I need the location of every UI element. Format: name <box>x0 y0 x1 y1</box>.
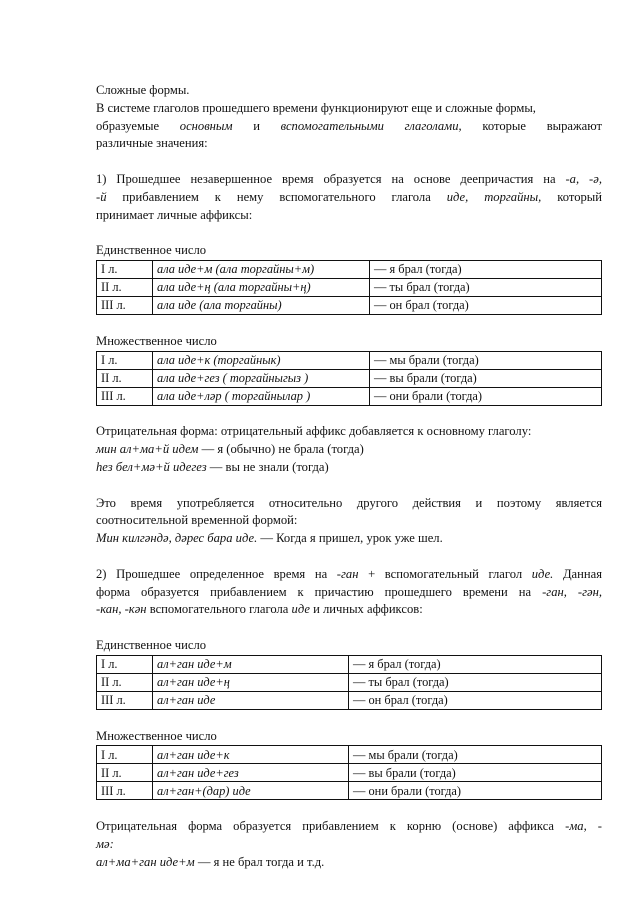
example-tatar: ал+ма+ган иде+м <box>96 854 195 869</box>
intro-text: и <box>253 118 260 133</box>
form-cell: ал+ган иде+к <box>153 746 349 764</box>
example-translation: — я не брал тогда и т.д. <box>194 854 325 869</box>
translation-cell: — он брал (тогда) <box>349 691 602 709</box>
table-row <box>97 296 602 314</box>
person-cell: II л. <box>97 673 153 691</box>
intro-line-1: В системе глаголов прошедшего времени функционируют еще и сложные формы, <box>96 100 536 115</box>
form-cell: ала иде+м (ала торгайны+м) <box>153 260 370 278</box>
section2-text: форма образуется прибавлением к причастию прошедшего времени на <box>96 584 543 599</box>
section2-verb: иде <box>291 602 310 617</box>
person-cell: III л. <box>97 782 153 800</box>
section2-line-2 <box>96 584 602 602</box>
section1-verb: иде, торгайны, <box>446 189 542 204</box>
usage-line-1: Это время употребляется относительно другого действия и поэтому является <box>96 495 602 510</box>
translation-cell: — ты брал (тогда) <box>349 673 602 691</box>
table-row <box>97 691 602 709</box>
section1-text: который <box>541 189 602 204</box>
form-cell: ала иде+гез ( торгайныгыз ) <box>153 369 370 387</box>
form-cell: ала иде (ала торгайны) <box>153 296 370 314</box>
table-row <box>97 746 602 764</box>
person-cell: I л. <box>97 260 153 278</box>
intro-text: образуемые <box>96 118 160 133</box>
person-cell: III л. <box>97 691 153 709</box>
form-cell: ала иде+ләр ( торгайнылар ) <box>153 387 370 405</box>
table3-caption: Единственное число <box>96 637 207 652</box>
table1-caption: Единственное число <box>96 243 207 258</box>
translation-cell: — мы брали (тогда) <box>370 351 602 369</box>
person-cell: III л. <box>97 296 153 314</box>
negative2-affix: мә: <box>96 836 114 851</box>
translation-cell: — они брали (тогда) <box>370 387 602 405</box>
negative1-example-1 <box>96 441 602 459</box>
form-cell: ал+ган иде+гез <box>153 764 349 782</box>
section2-affix: -ган <box>336 566 359 581</box>
section1-line-1 <box>96 171 602 189</box>
section1-affix: -а, -ә, <box>565 171 602 186</box>
person-cell: I л. <box>97 351 153 369</box>
table-row <box>97 673 602 691</box>
section1-text: прибавлением к нему вспомогательного глагола <box>106 189 447 204</box>
section2-affix: -кан, -кән <box>96 602 147 617</box>
section2-text: + вспомогательный глагол <box>358 566 532 581</box>
translation-cell: — вы брали (тогда) <box>349 764 602 782</box>
translation-cell: — они брали (тогда) <box>349 782 602 800</box>
form-cell: ал+ган иде+м <box>153 655 349 673</box>
table4-caption: Множественное число <box>96 728 217 743</box>
example-tatar: һез бел+мә+й идегез <box>96 459 207 474</box>
section1-affix: -й <box>96 189 107 204</box>
form-cell: ала иде+к (торгайнык) <box>153 351 370 369</box>
table-row <box>97 764 602 782</box>
negative1-line-1: Отрицательная форма: отрицательный аффикс добавляется к основному глаголу: <box>96 424 532 439</box>
person-cell: I л. <box>97 655 153 673</box>
intro-text: которые выражают <box>482 118 603 133</box>
table3 <box>96 655 602 710</box>
table2-caption: Множественное число <box>96 333 217 348</box>
intro-line-3: различные значения: <box>96 136 208 151</box>
section2-text: и личных аффиксов: <box>309 602 423 617</box>
section1-line-3: принимает личные аффиксы: <box>96 207 253 222</box>
table-row <box>97 655 602 673</box>
section2-affix: -ган, -гән, <box>542 584 602 599</box>
person-cell: III л. <box>97 387 153 405</box>
person-cell: II л. <box>97 369 153 387</box>
document-page <box>96 82 602 872</box>
table-row <box>97 351 602 369</box>
table-row <box>97 387 602 405</box>
translation-cell: — я брал (тогда) <box>349 655 602 673</box>
section2-text: Данная <box>553 566 602 581</box>
translation-cell: — вы брали (тогда) <box>370 369 602 387</box>
table2 <box>96 351 602 406</box>
negative1-example-2 <box>96 459 602 477</box>
table-row <box>97 260 602 278</box>
form-cell: ал+ган иде+ң <box>153 673 349 691</box>
person-cell: II л. <box>97 764 153 782</box>
section2-line-1 <box>96 566 602 584</box>
form-cell: ал+ган+(дар) иде <box>153 782 349 800</box>
usage-example <box>96 530 602 548</box>
translation-cell: — я брал (тогда) <box>370 260 602 278</box>
usage-line-2: соотносительной временной формой: <box>96 513 298 528</box>
person-cell: I л. <box>97 746 153 764</box>
intro-term: основным <box>179 118 233 133</box>
form-cell: ал+ган иде <box>153 691 349 709</box>
negative2-line-2 <box>96 836 602 854</box>
table1 <box>96 260 602 315</box>
form-cell: ала иде+ң (ала торгайны+ң) <box>153 278 370 296</box>
section2-verb: иде. <box>531 566 554 581</box>
translation-cell: — мы брали (тогда) <box>349 746 602 764</box>
intro-line-2 <box>96 118 602 136</box>
negative2-example <box>96 854 602 872</box>
translation-cell: — он брал (тогда) <box>370 296 602 314</box>
table4 <box>96 745 602 800</box>
table-row <box>97 369 602 387</box>
example-tatar: мин ал+ма+й идем <box>96 442 199 457</box>
table-row <box>97 782 602 800</box>
section2-text: вспомогательного глагола <box>146 602 292 617</box>
intro-term: глаголами, <box>404 118 462 133</box>
example-translation: — Когда я пришел, урок уже шел. <box>257 531 443 546</box>
example-translation: — вы не знали (тогда) <box>206 459 329 474</box>
example-translation: — я (обычно) не брала (тогда) <box>198 442 364 457</box>
negative2-text: Отрицательная форма образуется прибавлением к корню (основе) аффикса <box>96 819 566 834</box>
section2-line-3 <box>96 601 602 619</box>
section2-text: 2) Прошедшее определенное время на <box>96 566 337 581</box>
negative2-affix: -ма, - <box>565 819 602 834</box>
heading: Сложные формы. <box>96 83 190 97</box>
negative2-line-1 <box>96 818 602 836</box>
section1-line-2 <box>96 189 602 207</box>
section1-text: 1) Прошедшее незавершенное время образуется на основе деепричастия на <box>96 171 566 186</box>
translation-cell: — ты брал (тогда) <box>370 278 602 296</box>
person-cell: II л. <box>97 278 153 296</box>
table-row <box>97 278 602 296</box>
example-tatar: Мин килгәндә, дәрес бара иде. <box>96 531 258 546</box>
intro-term: вспомогательными <box>280 118 384 133</box>
